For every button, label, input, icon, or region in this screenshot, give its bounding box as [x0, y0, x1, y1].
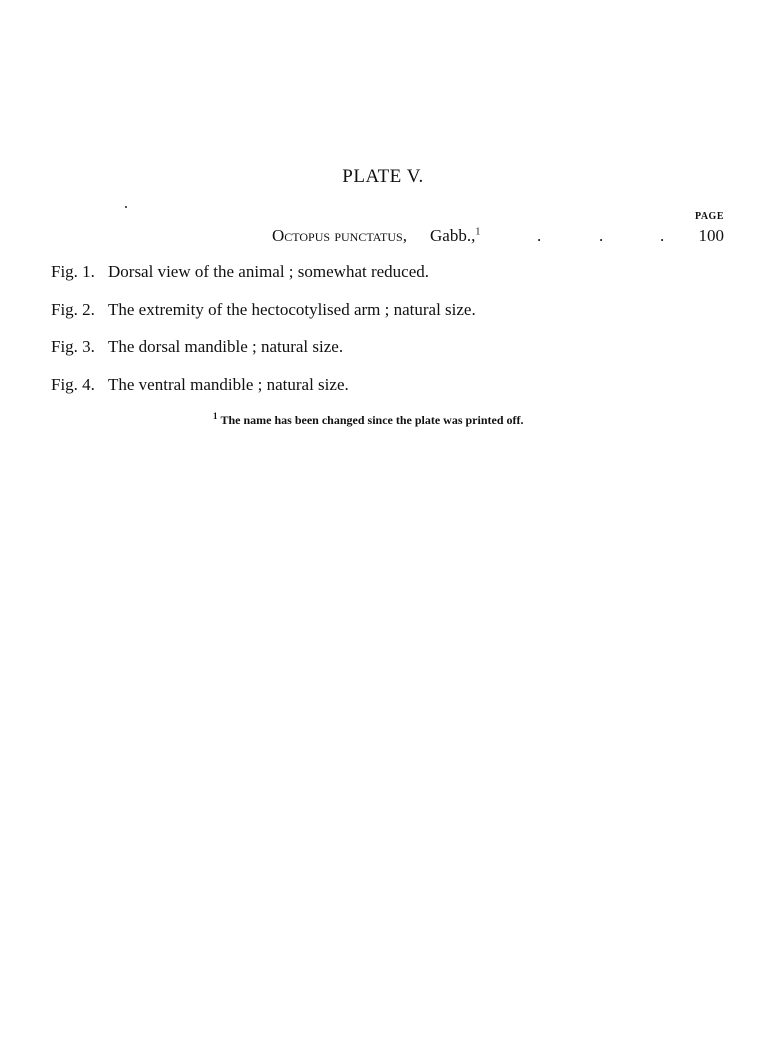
footnote — [213, 413, 524, 428]
figure-caption-item — [51, 337, 476, 375]
figure-caption-item — [51, 262, 476, 300]
footnote-reference: 1 — [475, 226, 481, 238]
species-author-group — [430, 226, 480, 246]
figure-number: Fig. 1. — [51, 262, 95, 281]
figure-caption: The extremity of the hectocotylised arm ; natural size. — [108, 299, 476, 319]
plate-title: PLATE V. — [342, 166, 424, 187]
figure-caption-item — [51, 375, 476, 413]
leader-dot: . — [660, 226, 665, 245]
footnote-text: The name has been changed since the plate was printed off. — [220, 413, 524, 427]
figure-list — [51, 262, 476, 412]
figure-caption: The dorsal mandible ; natural size. — [108, 337, 344, 356]
figure-caption: The ventral mandible ; natural size. — [108, 374, 349, 394]
figure-number: Fig. 3. — [51, 337, 95, 356]
figure-caption-item — [51, 300, 476, 338]
footnote-marker: 1 — [213, 411, 218, 421]
figure-number: Fig. 2. — [51, 299, 95, 319]
species-author: Gabb., — [430, 226, 476, 245]
leader-dot: . — [537, 226, 542, 245]
figure-caption: Dorsal view of the animal ; somewhat reduced. — [108, 262, 430, 281]
species-name: Octopus punctatus, — [272, 226, 407, 245]
leader-dot: . — [599, 226, 604, 245]
page-speck — [125, 206, 127, 208]
species-page-number: 100 — [698, 226, 724, 245]
species-entry — [272, 226, 724, 248]
page-column-label: PAGE — [694, 211, 724, 222]
figure-number: Fig. 4. — [51, 374, 95, 394]
